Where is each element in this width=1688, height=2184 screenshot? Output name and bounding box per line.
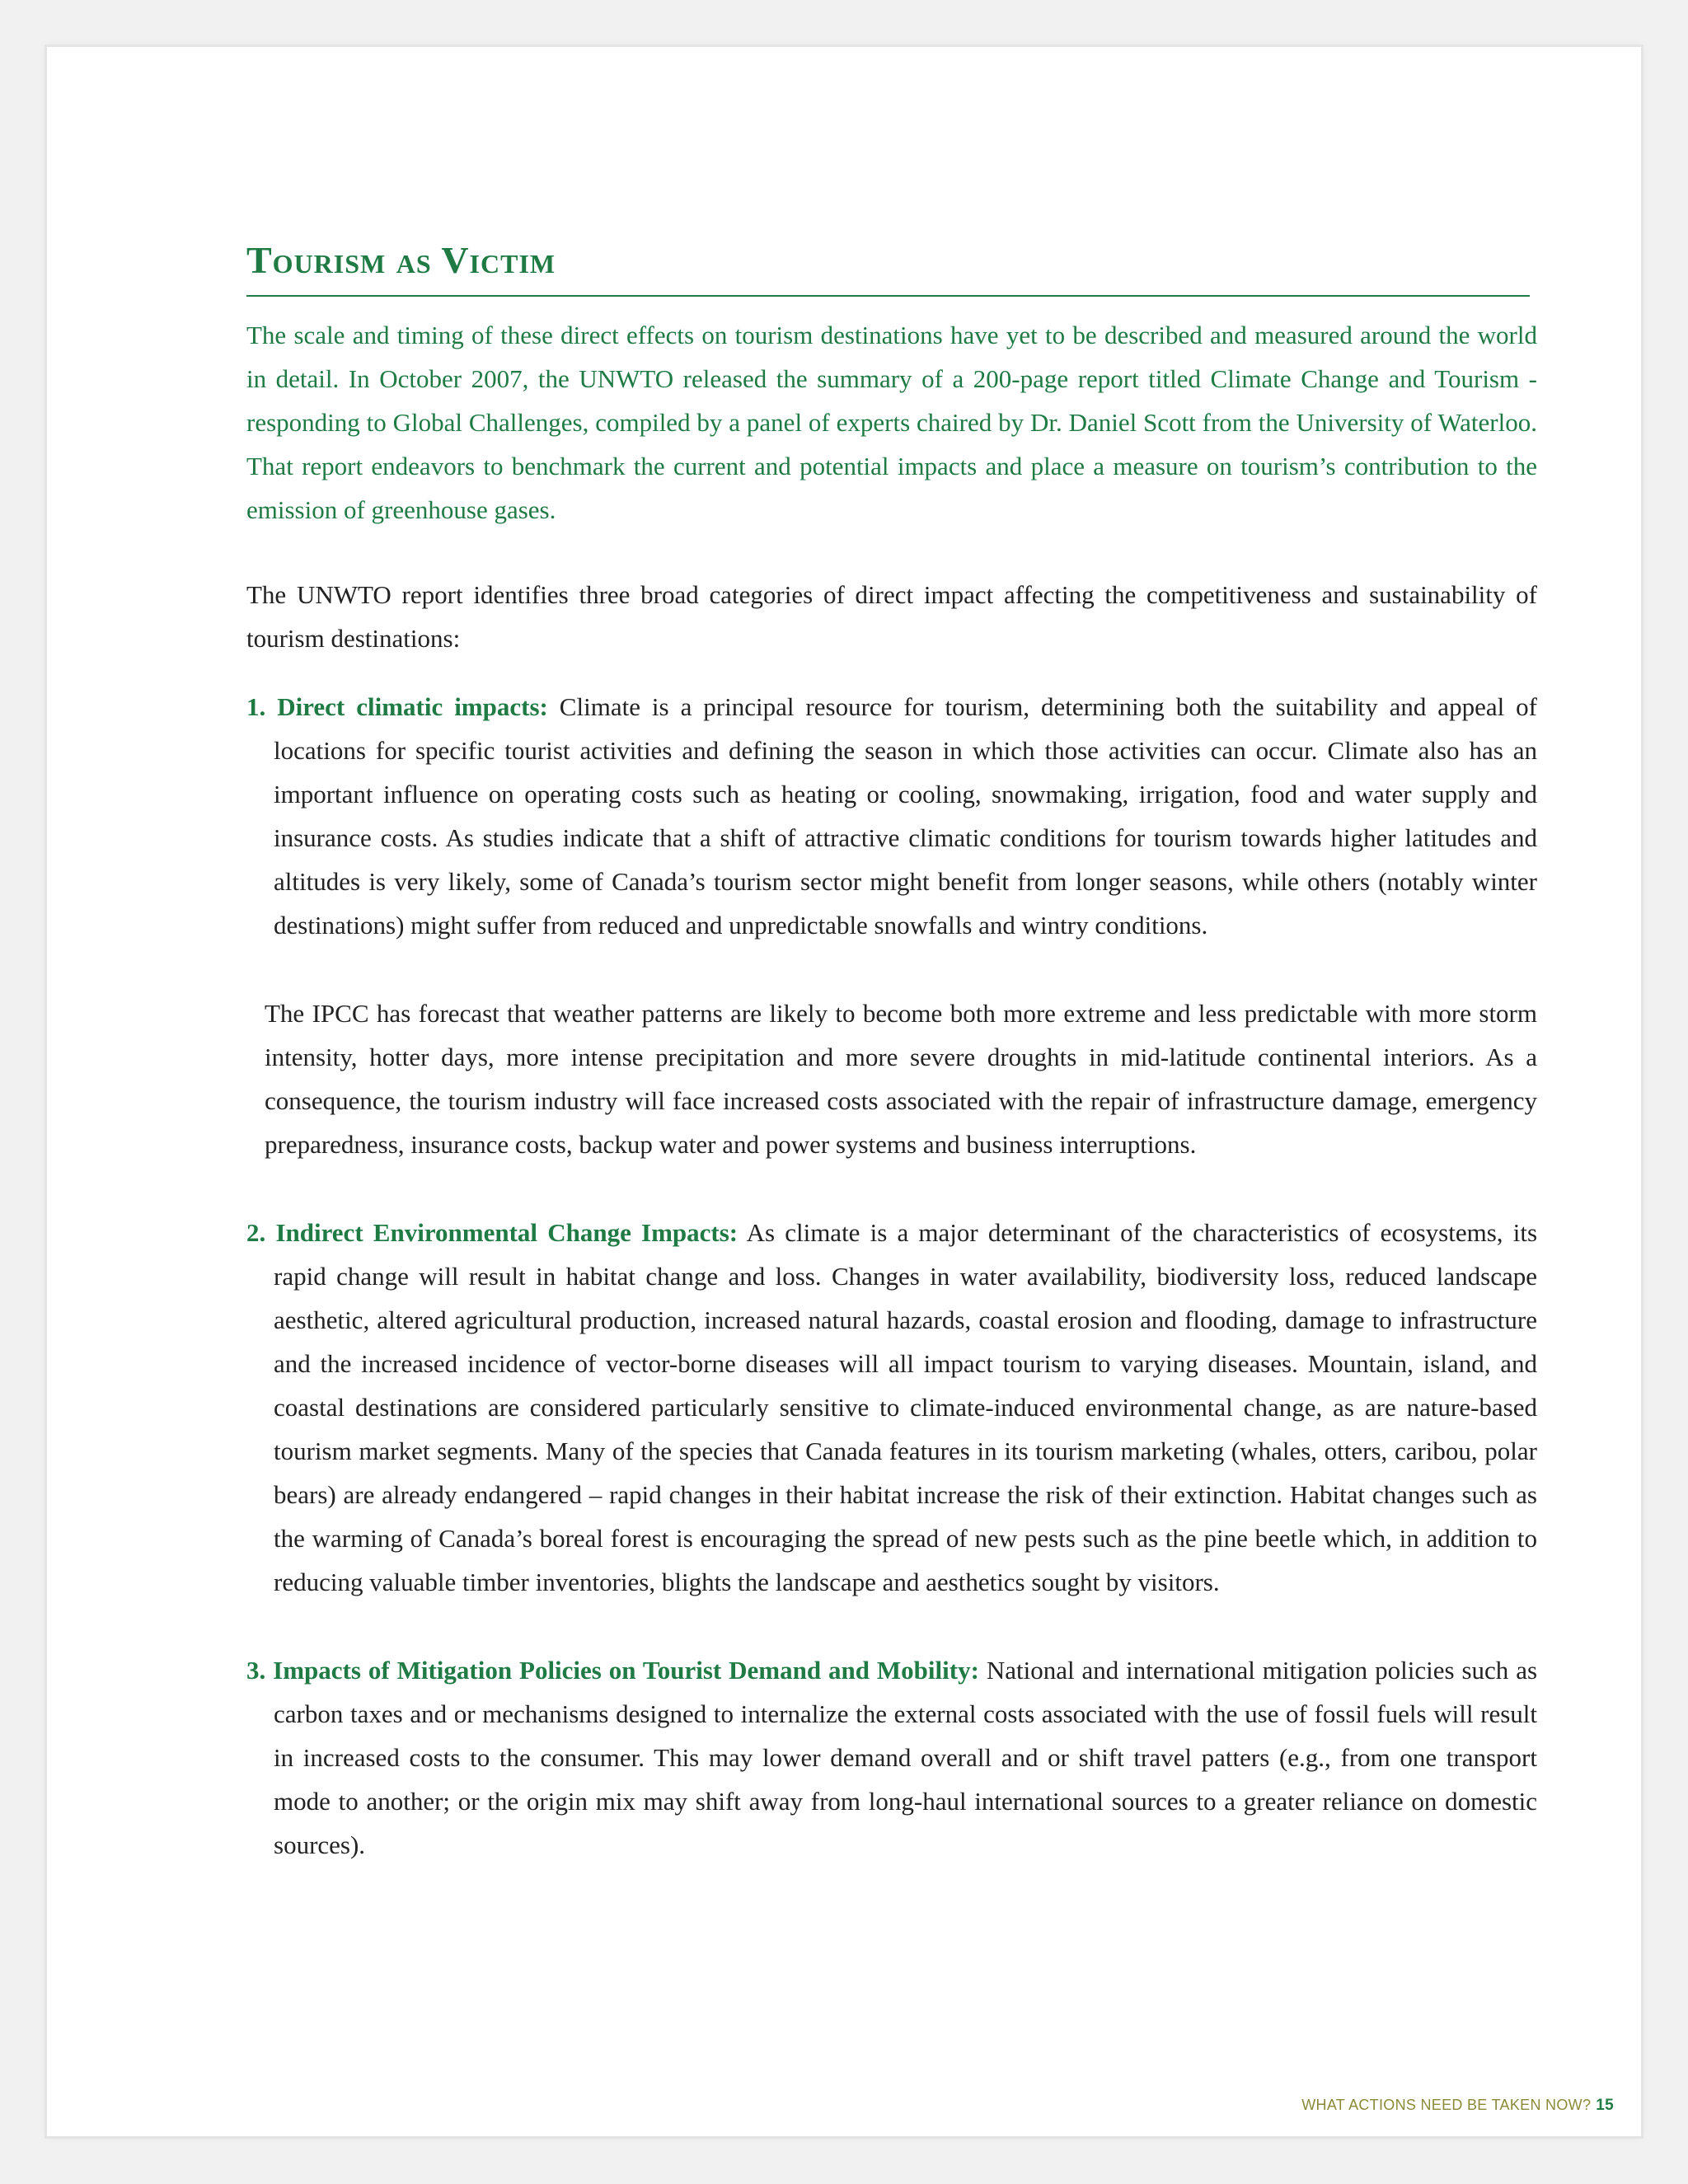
list-item-number: 3. xyxy=(246,1656,266,1685)
running-title: WHAT ACTIONS NEED BE TAKEN NOW? xyxy=(1301,2097,1592,2113)
list-item-heading xyxy=(246,692,548,721)
page-footer xyxy=(1301,2097,1614,2115)
list-item-heading xyxy=(246,1656,979,1685)
section-heading: Tourism as Victim xyxy=(246,238,1530,297)
list-item-title: Direct climatic impacts: xyxy=(277,692,548,721)
list-item-title: Impacts of Mitigation Policies on Tourist Demand and Mobility: xyxy=(273,1656,979,1685)
list-item-title: Indirect Environmental Change Impacts: xyxy=(275,1218,738,1247)
impact-list xyxy=(246,685,1537,947)
page-number: 15 xyxy=(1596,2097,1614,2114)
list-item-text: National and international mitigation policies such as carbon taxes and or mechanisms designed to internalize the external costs associated with the use of fossil fuels will result in increased costs to the consumer. This may lower demand overall and or shift travel patters (e.g., from one transport mode to another; or the origin mix may shift away from long-haul international sources to a greater reliance on domestic sources). xyxy=(274,1656,1538,1859)
list-item-number: 2. xyxy=(246,1218,266,1247)
impact-list-continued xyxy=(246,1211,1537,1867)
list-item xyxy=(246,685,1537,947)
list-item-heading xyxy=(246,1218,738,1247)
ipcc-paragraph: The IPCC has forecast that weather patterns are likely to become both more extreme and less predictable with more storm intensity, hotter days, more intense precipitation and more severe droughts in mid-latitude continental interiors. As a consequence, the tourism industry will face increased costs associated with the repair of infrastructure damage, emergency preparedness, insurance costs, backup water and power systems and business interruptions. xyxy=(265,999,1537,1159)
list-item xyxy=(246,1648,1537,1867)
list-item xyxy=(246,1211,1537,1604)
intro-paragraph: The scale and timing of these direct effects on tourism destinations have yet to be described and measured around the world in detail. In October 2007, the UNWTO released the summary of a 200-page report titled Climate Change and Tourism - responding to Global Challenges, compiled by a panel of experts chaired by Dr. Daniel Scott from the University of Waterloo. That report endeavors to benchmark the current and potential impacts and place a measure on tourism’s contribution to the emission of greenhouse gases. xyxy=(246,321,1537,524)
list-item-text: As climate is a major determinant of the characteristics of ecosystems, its rapid change will result in habitat change and loss. Changes in water availability, biodiversity loss, reduced landscape aesthetic, altered agricultural production, increased natural hazards, coastal erosion and flooding, damage to infrastructure and the increased incidence of vector-borne diseases will all impact tourism to varying diseases. Mountain, island, and coastal destinations are considered particularly sensitive to climate-induced environmental change, as are nature-based tourism market segments. Many of the species that Canada features in its tourism marketing (whales, otters, caribou, polar bears) are already endangered – rapid changes in their habitat increase the risk of their extinction. Habitat changes such as the warming of Canada’s boreal forest is encouraging the spread of new pests such as the pine beetle which, in addition to reducing valuable timber inventories, blights the landscape and aesthetics sought by visitors. xyxy=(274,1218,1538,1596)
document-page xyxy=(47,47,1641,2136)
list-item-text: Climate is a principal resource for tourism, determining both the suitability and appeal of locations for specific tourist activities and defining the season in which those activities can occur. Climate also has an important influence on operating costs such as heating or cooling, snowmaking, irrigation, food and water supply and insurance costs. As studies indicate that a shift of attractive climatic conditions for tourism towards higher latitudes and altitudes is very likely, some of Canada’s tourism sector might benefit from longer seasons, while others (notably winter destinations) might suffer from reduced and unpredictable snowfalls and wintry conditions. xyxy=(274,692,1537,940)
page-content xyxy=(246,238,1537,1911)
lead-paragraph: The UNWTO report identifies three broad categories of direct impact affecting the competitiveness and sustainability of tourism destinations: xyxy=(246,580,1537,653)
list-item-number: 1. xyxy=(246,692,266,721)
